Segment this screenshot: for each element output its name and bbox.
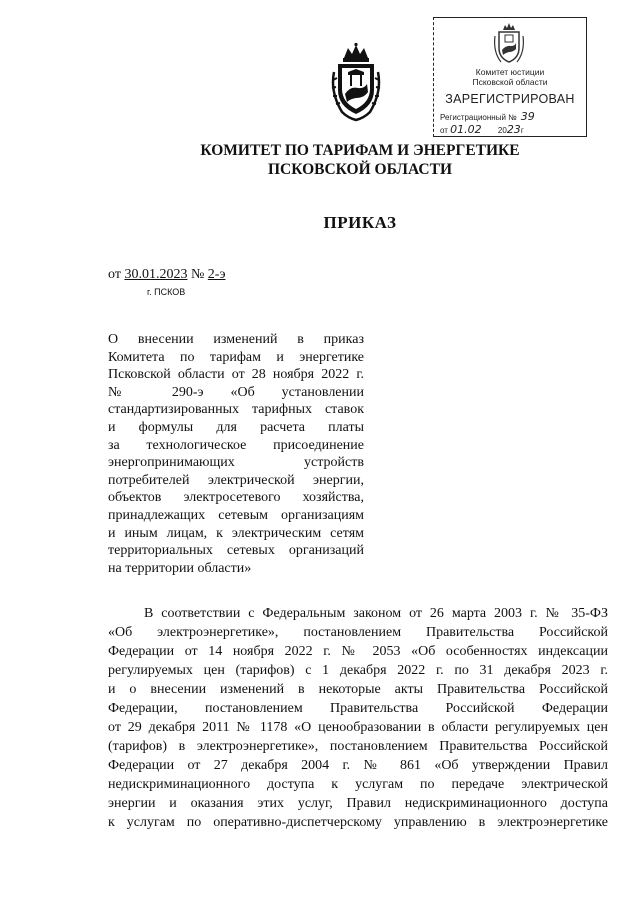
stamp-date-prefix: от: [440, 126, 448, 135]
subject-line: О внесении изменений в приказ: [108, 332, 364, 347]
body-line: и о внесении изменений в некоторые акты Правительства Российской: [108, 682, 608, 697]
coat-of-arms-icon: [328, 42, 384, 122]
document-body: [108, 604, 608, 832]
body-line: Федерации, постановлением Правительства Российской Федерации: [108, 701, 608, 716]
body-line: регулируемых цен (тарифов) с 1 декабря 2022 г. по 31 декабря 2023 г.: [108, 663, 608, 678]
body-line: от 29 декабря 2011 № 1178 «О ценообразовании в области регулируемых цен: [108, 720, 608, 735]
stamp-reg-number: 39: [520, 110, 535, 123]
document-subject: [108, 331, 364, 577]
stamp-date: 01.02: [450, 123, 482, 136]
registration-stamp: [433, 17, 587, 137]
subject-line: энергопринимающих устройств: [108, 455, 364, 471]
body-line: Федерации от 27 декабря 2004 г. № 861 «Об утверждении Правил: [108, 758, 608, 773]
organization-title-line2: ПСКОВСКОЙ ОБЛАСТИ: [267, 161, 452, 178]
subject-line: стандартизированных тарифных ставок: [108, 402, 364, 418]
stamp-org-line1: Комитет юстиции: [475, 67, 545, 77]
body-line: Федерации от 14 ноября 2022 г. № 2053 «Об особенностях индексации: [108, 644, 608, 659]
subject-line: на территории области»: [108, 560, 252, 576]
subject-line: № 290-э «Об установлении: [108, 384, 364, 400]
subject-line: объектов электросетевого хозяйства,: [108, 490, 364, 506]
stamp-organization: [434, 67, 586, 87]
stamp-year: 23: [506, 123, 521, 136]
subject-line: Комитета по тарифам и энергетике: [108, 349, 364, 365]
stamp-status: ЗАРЕГИСТРИРОВАН: [445, 92, 575, 106]
body-line: (тарифов) в электроэнергетике», постановлением Правительства Российской: [108, 739, 608, 754]
body-line: к услугам по оперативно-диспетчерскому управлению в электроэнергетике: [108, 815, 608, 830]
stamp-date-row: [440, 123, 524, 136]
document-number: 2-э: [207, 267, 226, 282]
stamp-year-suffix: г: [520, 126, 524, 135]
subject-line: принадлежащих сетевым организациям: [108, 507, 364, 523]
subject-line: потребителей электрической энергии,: [108, 472, 364, 488]
subject-line: и формулы для расчета платы: [108, 419, 364, 435]
stamp-year-prefix: 20: [497, 126, 507, 135]
body-line: энергии и оказания этих услуг, Правил недискриминационного доступа: [108, 796, 608, 811]
stamp-emblem-icon: [487, 22, 531, 66]
body-line: В соответствии с Федеральным законом от 26 марта 2003 г. № 35-ФЗ: [144, 606, 608, 621]
subject-line: территориальных сетевых организаций: [108, 543, 364, 559]
document-date-number: [108, 267, 225, 283]
document-city: г. ПСКОВ: [147, 287, 186, 297]
subject-line: за технологическое присоединение: [108, 437, 364, 453]
subject-line: Псковской области от 28 ноября 2022 г.: [108, 367, 364, 383]
organization-title-line1: КОМИТЕТ ПО ТАРИФАМ И ЭНЕРГЕТИКЕ: [200, 142, 520, 159]
document-date: 30.01.2023: [124, 267, 188, 282]
body-line: «Об электроэнергетике», постановлением Правительства Российской: [108, 625, 608, 640]
stamp-org-line2: Псковской области: [472, 77, 548, 87]
subject-line: и иным лицам, к электрическим сетям: [108, 525, 364, 541]
date-prefix: от: [108, 267, 121, 282]
document-type: ПРИКАЗ: [323, 213, 397, 232]
body-line: недискриминационного доступа к услугам по передаче электрической: [108, 777, 608, 792]
stamp-reg-number-row: [440, 110, 535, 123]
number-prefix: №: [190, 267, 205, 282]
stamp-reg-label: Регистрационный №: [440, 113, 517, 122]
